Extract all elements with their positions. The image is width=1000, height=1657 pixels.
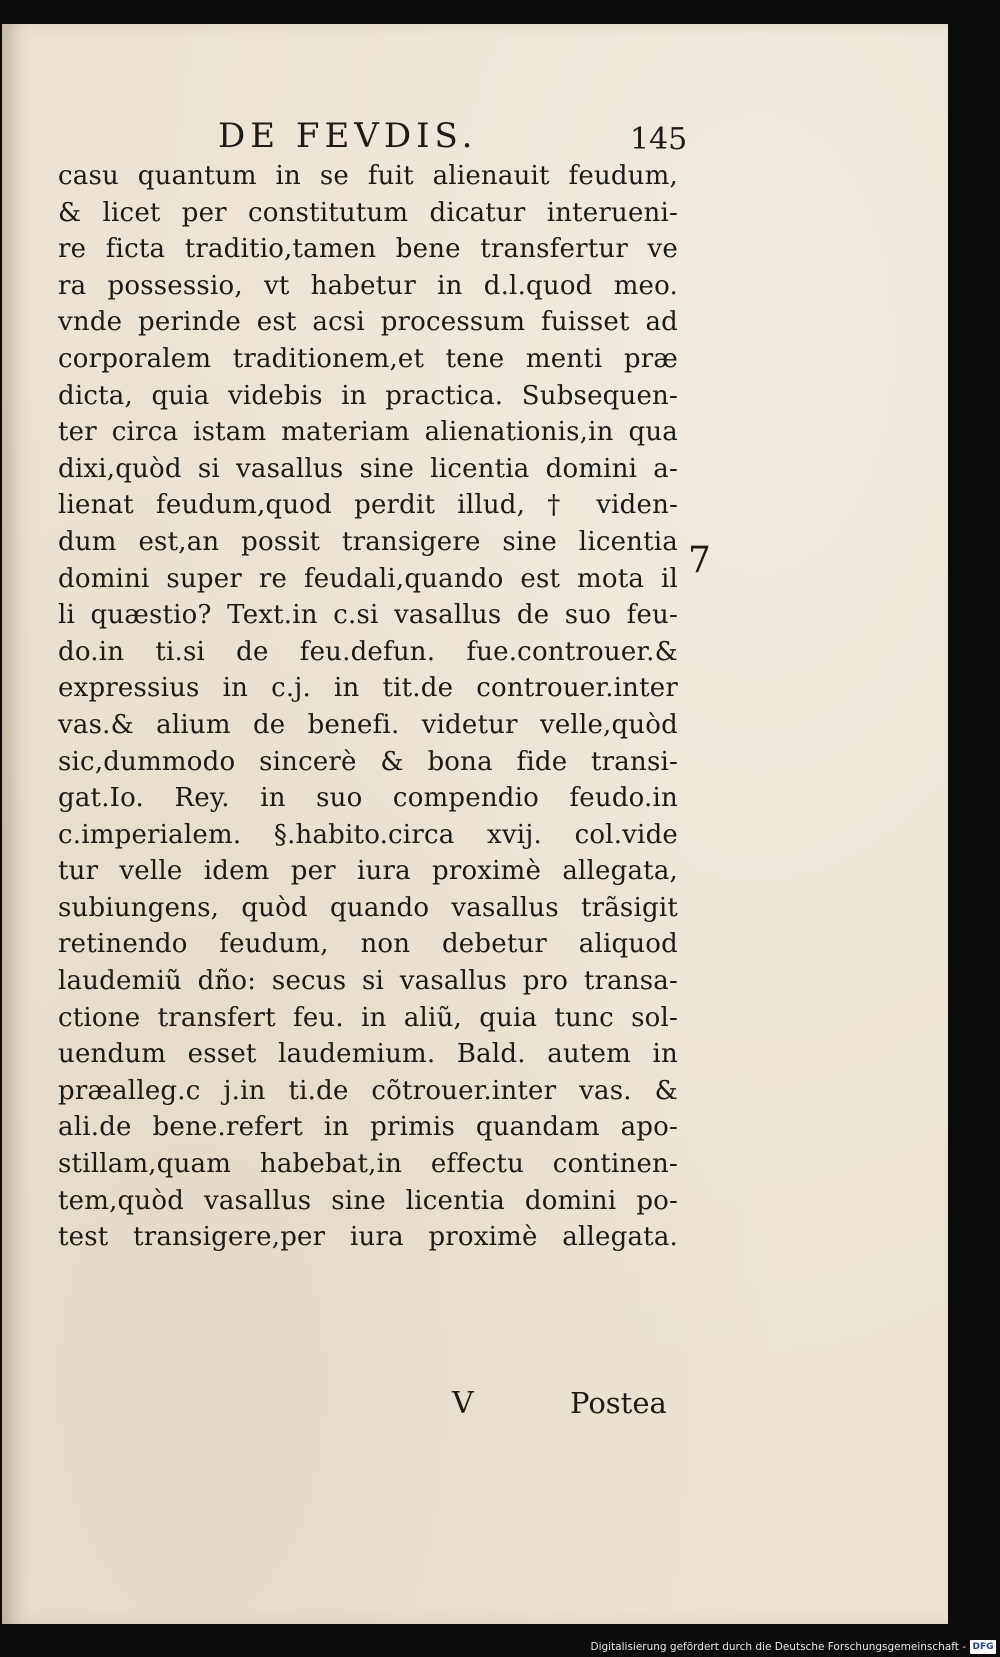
text-line: dum est,an possit transigere sine licentia [58, 526, 678, 557]
text-line: præalleg.c j.in ti.de cõtrouer.inter vas. & [58, 1075, 678, 1106]
text-line: do.in ti.si de feu.defun. fue.controuer.& [58, 636, 678, 667]
text-line: domini super re feudali,quando est mota il [58, 563, 678, 594]
book-page [2, 24, 948, 1624]
text-line: dicta, quia videbis in practica. Subsequen- [58, 380, 678, 411]
signature-mark: V [452, 1386, 474, 1421]
text-line: uendum esset laudemium. Bald. autem in [58, 1039, 678, 1070]
text-line: ctione transfert feu. in aliũ, quia tunc sol- [58, 1002, 678, 1033]
text-line: gat.Io. Rey. in suo compendio feudo.in [58, 783, 678, 814]
text-line: ali.de bene.refert in primis quandam apo- [58, 1112, 678, 1143]
text-line: li quæstio? Text.in c.si vasallus de suo feu- [58, 600, 678, 631]
marginal-note-number: 7 [688, 540, 711, 581]
text-line: vnde perinde est acsi processum fuisset ad [58, 307, 678, 338]
text-line: subiungens, quòd quando vasallus trãsigit [58, 892, 678, 923]
digitization-footer [0, 1635, 1000, 1657]
funding-credit: Digitalisierung gefördert durch die Deutsche Forschungsgemeinschaft - [590, 1641, 966, 1653]
dfg-logo-icon: DFG [970, 1640, 996, 1654]
text-line: & licet per constitutum dicatur interueni- [58, 197, 678, 228]
text-line: tem,quòd vasallus sine licentia domini po- [58, 1185, 678, 1216]
text-line: vas.& alium de benefi. videtur velle,quòd [58, 709, 678, 740]
text-line: dixi,quòd si vasallus sine licentia domini a- [58, 453, 678, 484]
running-head: DE FEVDIS. [218, 116, 478, 156]
text-line: casu quantum in se fuit alienauit feudum, [58, 161, 678, 191]
text-line: laudemiũ dño: secus si vasallus pro transa- [58, 966, 678, 997]
text-line: re ficta traditio,tamen bene transfertur ve [58, 234, 678, 265]
page-number: 145 [630, 122, 688, 157]
text-line: lienat feudum,quod perdit illud, † viden- [58, 490, 678, 521]
text-line: sic,dummodo sincerè & bona fide transi- [58, 746, 678, 777]
text-line: stillam,quam habebat,in effectu continen- [58, 1149, 678, 1180]
text-line: corporalem traditionem,et tene menti præ [58, 343, 678, 374]
text-line: ter circa istam materiam alienationis,in qua [58, 417, 678, 448]
text-line: tur velle idem per iura proximè allegata, [58, 856, 678, 887]
text-line: expressius in c.j. in tit.de controuer.inter [58, 673, 678, 704]
text-line: test transigere,per iura proximè allegata. [58, 1222, 678, 1253]
catchword: Postea [570, 1386, 667, 1420]
text-line: retinendo feudum, non debetur aliquod [58, 929, 678, 960]
text-line: ra possessio, vt habetur in d.l.quod meo. [58, 270, 678, 301]
body-text [58, 158, 678, 1256]
text-line: c.imperialem. §.habito.circa xvij. col.vide [58, 819, 678, 850]
